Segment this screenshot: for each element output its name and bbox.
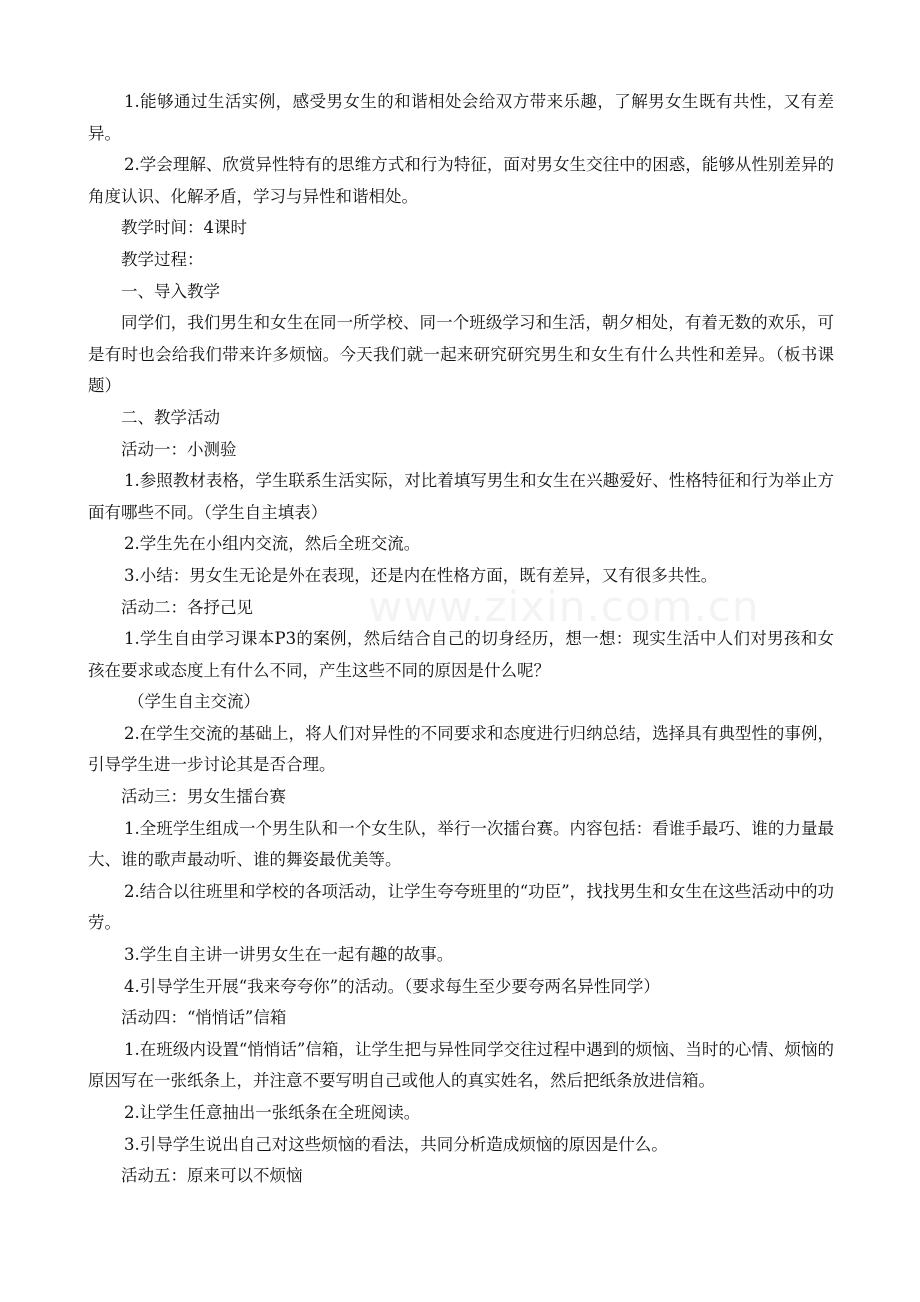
activity-2-heading: 活动二：各抒己见 xyxy=(121,597,253,617)
activity-3-heading: 活动三：男女生擂台赛 xyxy=(121,787,286,807)
activity-5-heading: 活动五：原来可以不烦恼 xyxy=(121,1166,303,1186)
activity-4-step-2: 2.让学生任意抽出一张纸条在全班阅读。 xyxy=(124,1103,421,1122)
activity-4-step-1: 1.在班级内设置“悄悄话”信箱，让学生把与异性同学交往过程中遇到的烦恼、当时的心情、烦恼的原因写在一张纸条上，并注意不要写明自己或他人的真实姓名，然后把纸条放进信箱。 xyxy=(88,1039,834,1091)
intro-paragraph: 同学们，我们男生和女生在同一所学校、同一个班级学习和生活，朝夕相处，有着无数的欢乐，可是有时也会给我们带来许多烦恼。今天我们就一起来研究研究男生和女生有什么共性和差异。（板书课题） xyxy=(88,313,834,396)
section-heading-intro: 一、导入教学 xyxy=(121,281,220,301)
activity-3-step-2: 2.结合以往班里和学校的各项活动，让学生夸夸班里的“功臣”，找找男生和女生在这些活动中的功劳。 xyxy=(88,881,834,933)
activity-1-step-1: 1.参照教材表格，学生联系生活实际，对比着填写男生和女生在兴趣爱好、性格特征和行为举止方面有哪些不同。（学生自主填表） xyxy=(88,471,834,522)
activity-1-step-3: 3.小结：男女生无论是外在表现，还是内在性格方面，既有差异，又有很多共性。 xyxy=(124,565,718,585)
activity-2-step-2: 2.在学生交流的基础上，将人们对异性的不同要求和态度进行归纳总结，选择具有典型性的事例，引导学生进一步讨论其是否合理。 xyxy=(88,723,834,775)
activity-4-heading: 活动四：“悄悄话”信箱 xyxy=(121,1008,287,1028)
activity-3-step-3: 3.学生自主讲一讲男女生在一起有趣的故事。 xyxy=(124,945,454,965)
watermark: www.zixin.com.cn xyxy=(368,582,760,631)
activity-3-step-4: 4.引导学生开展“我来夸夸你”的活动。（要求每生至少要夸两名异性同学） xyxy=(124,976,660,996)
goal-paragraph-2: 2.学会理解、欣赏异性特有的思维方式和行为特征，面对男女生交往中的困惑，能够从性别差异的角度认识、化解矛盾，学习与异性和谐相处。 xyxy=(88,155,834,206)
section-heading-activities: 二、教学活动 xyxy=(121,407,220,427)
activity-2-step-1: 1.学生自由学习课本P3的案例，然后结合自己的切身经历，想一想：现实生活中人们对男孩和女孩在要求或态度上有什么不同，产生这些不同的原因是什么呢？ xyxy=(88,629,834,680)
goal-paragraph-1: 1.能够通过生活实例，感受男女生的和谐相处会给双方带来乐趣，了解男女生既有共性，又有差异。 xyxy=(88,92,834,143)
teaching-process-heading: 教学过程： xyxy=(121,249,204,269)
document-body xyxy=(88,86,834,1192)
activity-4-step-3: 3.引导学生说出自己对这些烦恼的看法，共同分析造成烦恼的原因是什么。 xyxy=(124,1134,668,1154)
activity-1-heading: 活动一：小测验 xyxy=(121,439,237,459)
activity-3-step-1: 1.全班学生组成一个男生队和一个女生队，举行一次擂台赛。内容包括：看谁手最巧、谁的力量最大、谁的歌声最动听、谁的舞姿最优美等。 xyxy=(88,818,834,870)
activity-2-note: （学生自主交流） xyxy=(128,692,260,712)
teaching-time: 教学时间：4课时 xyxy=(121,218,247,238)
activity-1-step-2: 2.学生先在小组内交流，然后全班交流。 xyxy=(124,534,421,554)
